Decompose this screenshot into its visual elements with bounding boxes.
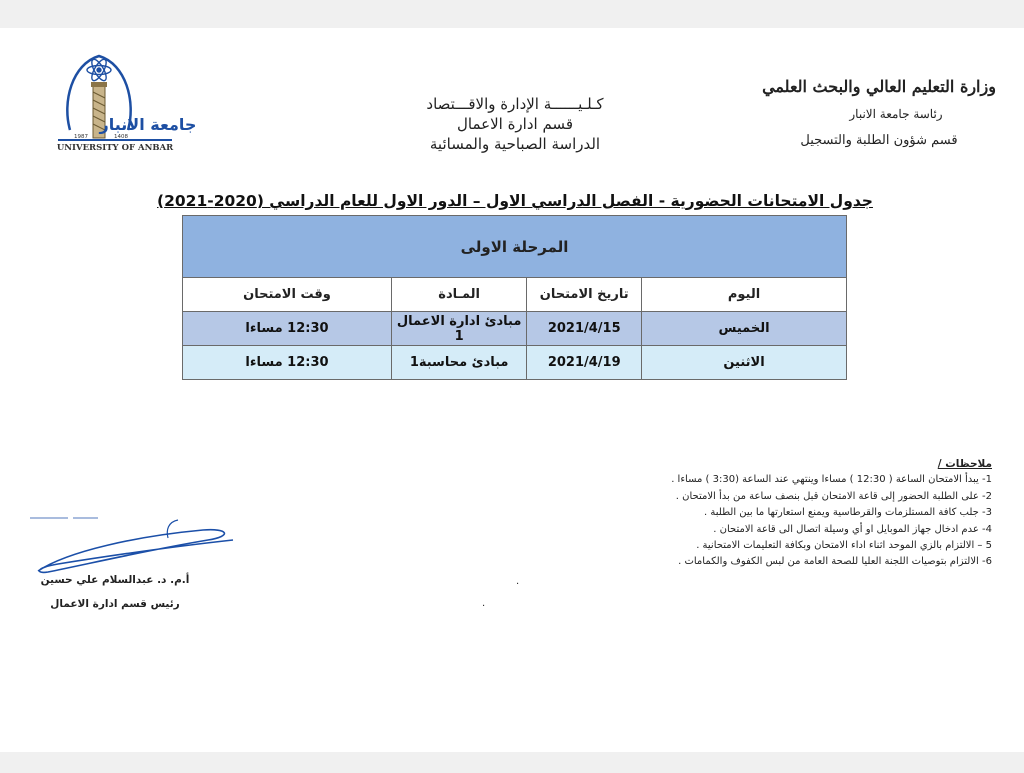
note-item: 6- الالتزام بتوصيات اللجنة العليا للصحة العامة من لبس الكفوف والكمامات . <box>678 556 992 568</box>
atom-icon <box>87 57 111 82</box>
header-time: وقت الامتحان <box>183 278 392 312</box>
signatory-title: رئيس قسم ادارة الاعمال <box>50 598 180 610</box>
cell-time: 12:30 مساءا <box>183 346 392 380</box>
header-day: اليوم <box>642 278 847 312</box>
cell-date: 2021/4/19 <box>527 346 642 380</box>
cell-date: 2021/4/15 <box>527 312 642 346</box>
university-logo <box>52 52 197 164</box>
signatory-name: أ.م. د. عبدالسلام علي حسين <box>40 574 190 586</box>
ministry-line-1: وزارة التعليم العالي والبحث العلمي <box>762 77 996 96</box>
note-item: 5 – الالتزام بالزي الموحد اثناء اداء الامتحان وبكافة التعليمات الامتحانية . <box>696 540 992 552</box>
header-subject: المـادة <box>391 278 526 312</box>
logo-year-left: 1987 <box>74 134 88 140</box>
college-header <box>360 94 670 154</box>
note-item: 1- يبدأ الامتحان الساعة ( 12:30 ) مساءا وينتهي عند الساعة (3:30 ) مساءا . <box>671 474 992 486</box>
note-item: 2- على الطلبة الحضور إلى قاعة الامتحان قبل بنصف ساعة من بدأ الامتحان . <box>675 490 992 502</box>
ministry-line-2: رئاسة جامعة الانبار <box>849 107 943 121</box>
department-name: قسم ادارة الاعمال <box>456 115 573 133</box>
table-row <box>183 346 847 380</box>
cell-subject: مبادئ ادارة الاعمال 1 <box>391 312 526 346</box>
note-item: 4- عدم ادخال جهاز الموبايل او أي وسيلة اتصال الى قاعة الامتحان . <box>713 523 992 535</box>
document-page <box>0 28 1024 752</box>
cell-day: الخميس <box>642 312 847 346</box>
stray-dot: . <box>516 576 520 587</box>
logo-arabic-name: جامعة الانبار <box>99 115 197 134</box>
note-item: 3- جلب كافة المستلزمات والقرطاسية ويمنع استعارتها ما بين الطلبة . <box>704 507 992 519</box>
header-date: تاريخ الامتحان <box>527 278 642 312</box>
cell-time: 12:30 مساءا <box>183 312 392 346</box>
schedule-title: جدول الامتحانات الحضورية - الفصل الدراسي الاول – الدور الاول للعام الدراسي (2020-2021) <box>157 192 873 210</box>
stage-row <box>183 216 847 278</box>
notes-section <box>600 456 992 571</box>
table-row <box>183 312 847 346</box>
cell-subject: مبادئ محاسبة1 <box>391 346 526 380</box>
cell-day: الاثنين <box>642 346 847 380</box>
stray-dot: . <box>482 598 486 609</box>
ministry-logo <box>762 64 996 154</box>
signature-scribble <box>28 516 238 576</box>
logo-year-right: 1408 <box>114 134 128 140</box>
ministry-line-3: قسم شؤون الطلبة والتسجيل <box>800 133 958 148</box>
college-name: كـلـيــــــة الإدارة والاقـــتصاد <box>426 95 604 113</box>
logo-english-name: UNIVERSITY OF ANBAR <box>56 143 174 153</box>
stage-heading: المرحلة الاولى <box>183 216 847 278</box>
exam-schedule-table <box>182 215 847 380</box>
table-header-row <box>183 278 847 312</box>
notes-heading: ملاحظات / <box>937 458 992 470</box>
study-type: الدراسة الصباحية والمسائية <box>429 135 601 153</box>
